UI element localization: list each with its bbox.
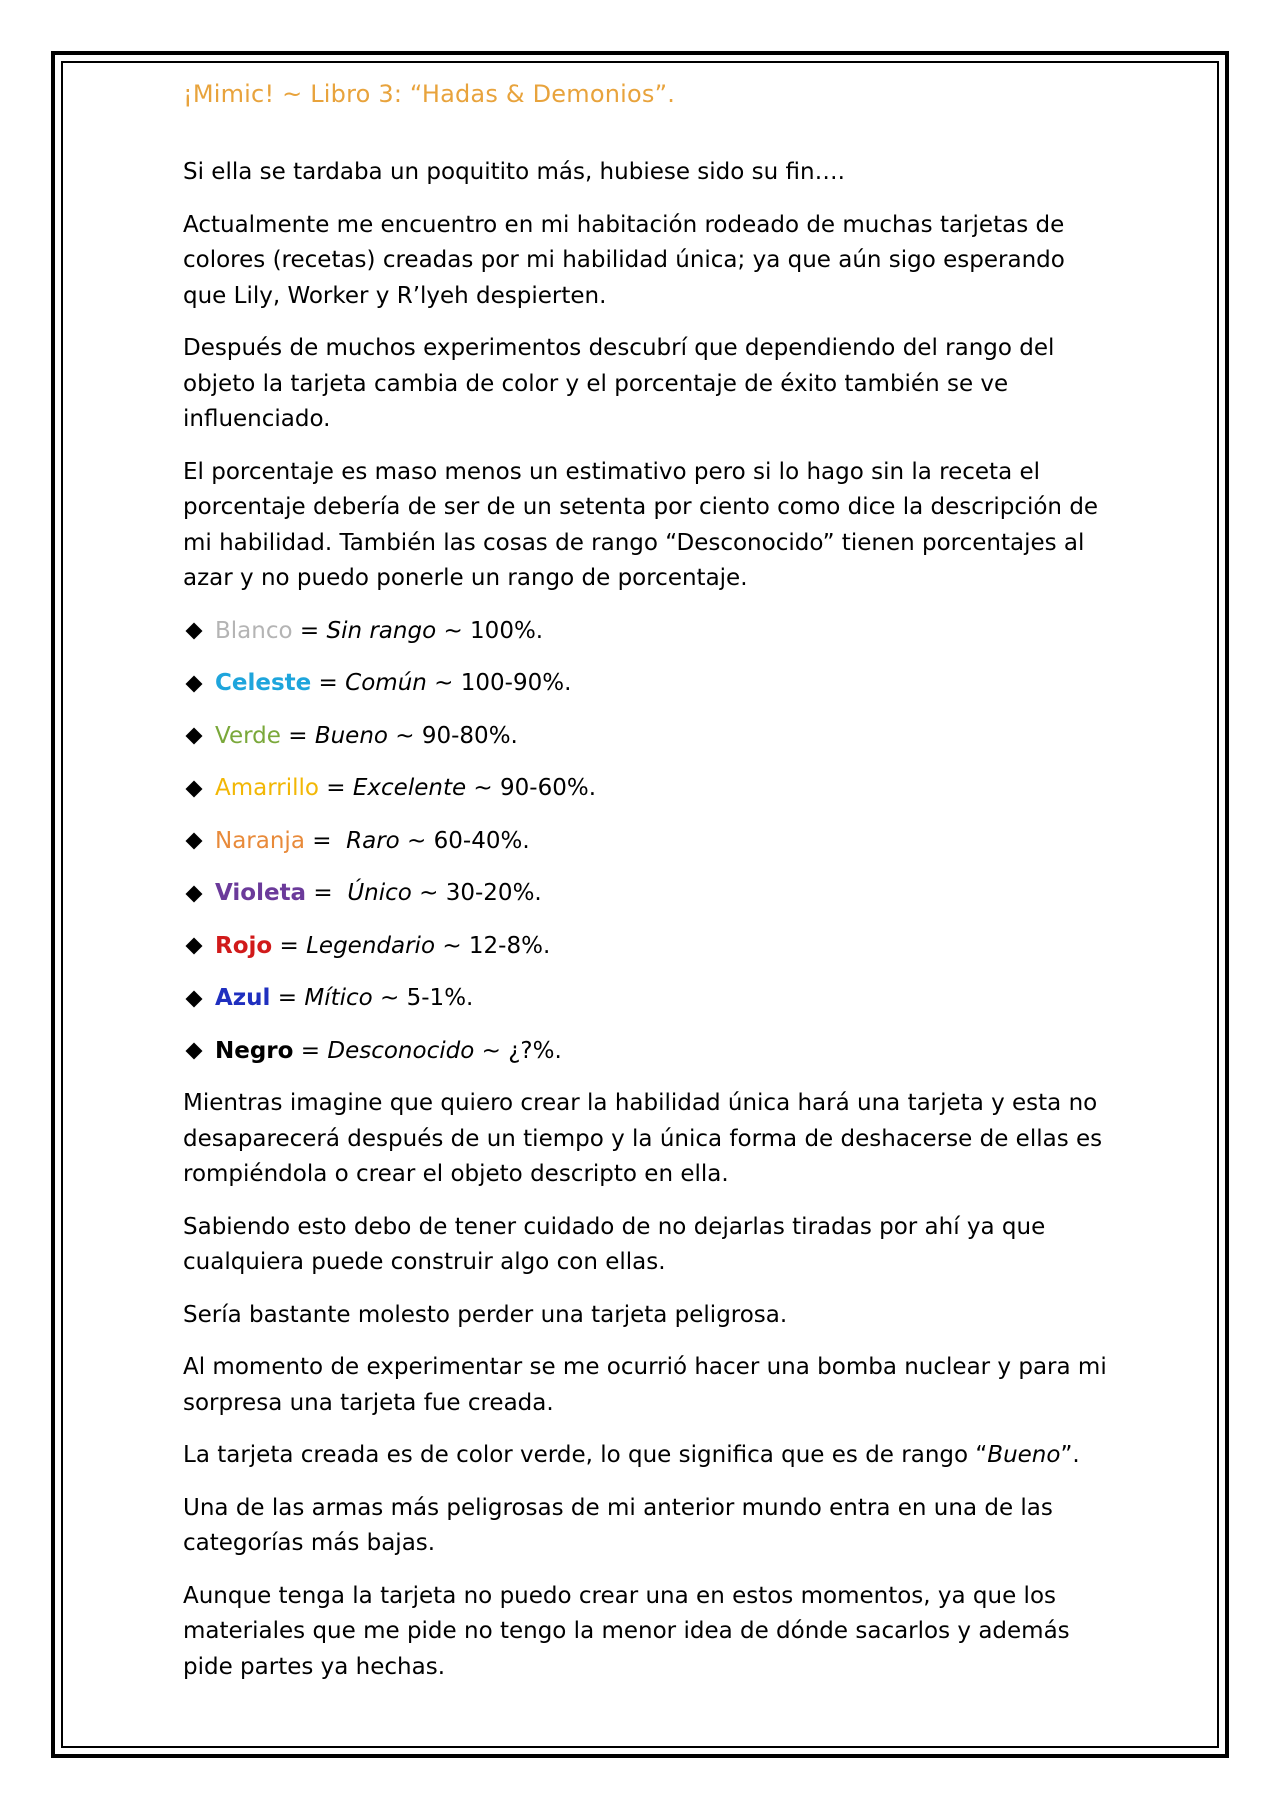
percentage: ~ 5-1%. [372,985,474,1011]
book-header: ¡Mimic! ~ Libro 3: “Hadas & Demonios”. [183,80,676,108]
rank-name: Bueno [314,722,388,749]
color-name: Negro [215,1037,294,1064]
page-content [183,73,1113,1702]
diamond-bullet-icon [186,780,203,797]
paragraph: Sería bastante molesto perder una tarjeta peligrosa. [183,1301,788,1328]
equals-sign: = [293,1037,328,1064]
diamond-bullet-icon [186,885,203,902]
rank-name: Excelente [352,775,467,801]
diamond-bullet-icon [186,833,203,850]
percentage: ~ 100%. [436,617,544,644]
rank-list-item [183,1034,1113,1070]
text: La tarjeta creada es de color verde, lo que significa que es de rango “ [183,1442,988,1468]
diamond-bullet-icon [186,728,203,745]
equals-sign: = [306,880,348,906]
rank-name: Único [347,880,412,906]
percentage: ~ 60-40%. [399,827,530,854]
rank-list [183,614,1113,1070]
paragraph: Después de muchos experimentos descubrí que dependiendo del rango del objeto la tarjeta cambia de color y el porcentaje de éxito también se ve influenciado. [183,335,1055,432]
body-text [183,155,1113,1685]
rank-name: Sin rango [326,617,437,644]
paragraph: Aunque tenga la tarjeta no puedo crear una en estos momentos, ya que los materiales que me pide no tengo la menor idea de dónde sacarlos y además pide partes ya hechas. [183,1582,1070,1680]
rank-list-item [183,771,1113,807]
equals-sign: = [304,827,347,854]
rank-name: Legendario [306,932,436,959]
color-name: Violeta [215,880,307,906]
percentage: ~ 90-60%. [466,775,597,801]
rank-italic: Bueno [987,1442,1061,1468]
diamond-bullet-icon [186,938,203,955]
color-name: Rojo [215,932,273,959]
text: ”. [1060,1442,1080,1468]
percentage: ~ 12-8%. [435,932,551,959]
color-name: Amarrillo [215,775,319,801]
diamond-bullet-icon [186,1043,203,1060]
rank-list-item [183,824,1113,860]
percentage: ~ ¿?%. [474,1037,562,1064]
color-name: Verde [215,722,281,749]
paragraph: El porcentaje es maso menos un estimativo pero si lo hago sin la receta el porcentaje debería de ser de un setenta por ciento como dice la descripción de mi habilidad. También las cosas de rango “Desconocido” tienen porcentajes al azar y no puedo ponerle un rango de porcentaje. [183,458,1099,591]
percentage: ~ 100-90%. [426,670,572,696]
equals-sign: = [280,722,315,749]
rank-list-item [183,614,1113,650]
rank-list-item [183,929,1113,965]
rank-name: Común [345,670,427,696]
equals-sign: = [270,985,305,1011]
diamond-bullet-icon [186,623,203,640]
equals-sign: = [272,932,307,959]
paragraph: Una de las armas más peligrosas de mi anterior mundo entra en una de las categorías más bajas. [183,1494,1053,1556]
paragraph: Actualmente me encuentro en mi habitación rodeado de muchas tarjetas de colores (recetas) creadas por mi habilidad única; ya que aún sigo esperando que Lily, Worker y R’lyeh despierten. [183,211,1065,309]
color-name: Naranja [215,827,305,854]
diamond-bullet-icon [186,675,203,692]
rank-name: Mítico [304,985,373,1011]
color-name: Celeste [215,670,312,696]
paragraph-verde [183,1438,1113,1474]
color-name: Azul [215,985,271,1011]
paragraph: Sabiendo esto debo de tener cuidado de no dejarlas tiradas por ahí ya que cualquiera puede construir algo con ellas. [183,1213,1046,1275]
rank-list-item [183,719,1113,755]
rank-name: Desconocido [327,1037,475,1064]
rank-list-item [183,876,1113,912]
rank-name: Raro [346,827,400,854]
rank-list-item [183,981,1113,1017]
equals-sign: = [318,775,353,801]
equals-sign: = [311,670,346,696]
diamond-bullet-icon [186,990,203,1007]
rank-list-item [183,666,1113,702]
paragraph: Si ella se tardaba un poquitito más, hubiese sido su fin…. [183,159,845,185]
paragraph: Mientras imagine que quiero crear la habilidad única hará una tarjeta y esta no desaparecerá después de un tiempo y la única forma de deshacerse de ellas es rompiéndola o crear el objeto descripto en ella. [183,1090,1103,1187]
paragraph: Al momento de experimentar se me ocurrió hacer una bomba nuclear y para mi sorpresa una tarjeta fue creada. [183,1354,1107,1416]
equals-sign: = [292,617,327,644]
percentage: ~ 30-20%. [411,880,542,906]
color-name: Blanco [215,617,293,644]
percentage: ~ 90-80%. [387,722,518,749]
